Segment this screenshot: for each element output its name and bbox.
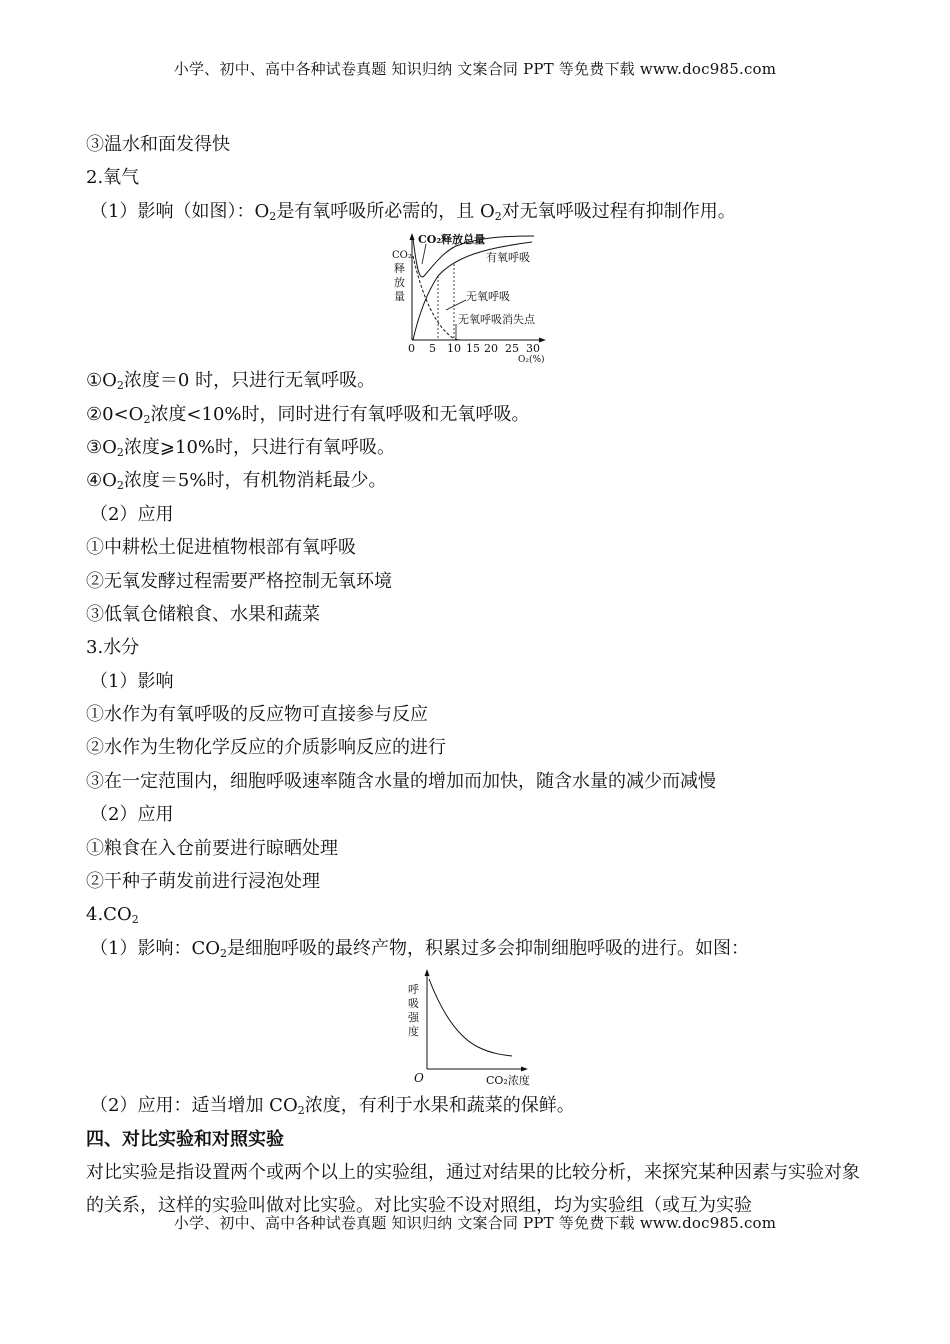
x-tick-label: 10 <box>447 342 461 356</box>
leader-anaerobic <box>446 300 466 310</box>
y-label-char: 度 <box>408 1025 419 1039</box>
x-axis-arrow <box>539 338 546 343</box>
respiration-curve <box>429 979 512 1056</box>
text-line: （1）影响 <box>90 670 174 692</box>
paragraph: 对比实验是指设置两个或两个以上的实验组，通过对结果的比较分析，来探究某种因素与实验对象的关系，这样的实验叫做对比实验。对比实验不设对照组，均为实验组（或互为实验 <box>86 1161 860 1217</box>
text-line: （2）应用 <box>90 804 174 826</box>
x-tick-label: 0 <box>408 342 415 356</box>
label-vanish-point: 无氧呼吸消失点 <box>458 313 535 327</box>
label-total-release: CO₂释放总量 <box>418 233 486 247</box>
anaerobic-curve <box>413 256 462 340</box>
y-label-char: 呼 <box>408 983 419 997</box>
label-aerobic: 有氧呼吸 <box>486 251 530 265</box>
section-heading: $4.CO_2$ <box>86 904 139 927</box>
page-header: 小学、初中、高中各种试卷真题 知识归纳 文案合同 PPT 等免费下载 www.doc985.com <box>173 60 777 78</box>
text-line: ②无氧发酵过程需要严格控制无氧环境 <box>86 570 392 592</box>
origin-label: O <box>414 1071 424 1086</box>
leader-total <box>422 244 426 264</box>
y-label-char: 放 <box>394 276 405 290</box>
section-heading: 2.氧气 <box>86 167 140 189</box>
section-heading: 3.水分 <box>86 637 140 659</box>
text-line: $④O_2$浓度＝5%时，有机物消耗最少。 <box>86 470 387 493</box>
y-label-char: 量 <box>394 290 405 304</box>
y-label-co2: CO₂ <box>392 250 412 262</box>
text-line: ③温水和面发得快 <box>86 134 230 155</box>
y-label-char: 释 <box>394 262 405 276</box>
x-tick-label: 25 <box>505 342 519 356</box>
figure-co2-respiration <box>86 965 876 1089</box>
x-tick-label: 5 <box>429 342 436 356</box>
text-line: ①中耕松土促进植物根部有氧呼吸 <box>86 537 356 559</box>
text-line: ②水作为生物化学反应的介质影响反应的进行 <box>86 737 446 759</box>
label-anaerobic: 无氧呼吸 <box>466 290 510 304</box>
text-line: $③O_2$浓度⩾10%时，只进行有氧呼吸。 <box>86 436 395 459</box>
figure-o2-respiration <box>86 228 876 364</box>
text-line: （1）影响：$CO_2$是细胞呼吸的最终产物，积累过多会抑制细胞呼吸的进行。如图： <box>90 937 749 960</box>
text-line: ③在一定范围内，细胞呼吸速率随含水量的增加而加快，随含水量的减少而减慢 <box>86 770 716 792</box>
text-line: ②干种子萌发前进行浸泡处理 <box>86 871 320 893</box>
y-axis-arrow <box>425 969 430 976</box>
x-axis-arrow <box>521 1067 528 1072</box>
o2-chart-svg <box>86 228 876 364</box>
text-line: ③低氧仓储粮食、水果和蔬菜 <box>86 603 320 625</box>
x-axis-label: O₂(%) <box>518 355 545 365</box>
text-line: （2）应用 <box>90 503 174 525</box>
text-line: （1）影响（如图）：$O_2$是有氧呼吸所必需的，且 $O_2$对无氧呼吸过程有抑制作用。 <box>90 200 736 223</box>
section-heading: 四、对比实验和对照实验 <box>86 1128 284 1150</box>
document-body <box>86 128 876 1223</box>
text-line: ①粮食在入仓前要进行晾晒处理 <box>86 837 338 859</box>
y-label-char: 强 <box>408 1011 419 1025</box>
co2-chart-svg <box>86 965 876 1089</box>
page-footer: 小学、初中、高中各种试卷真题 知识归纳 文案合同 PPT 等免费下载 www.doc985.com <box>173 1214 777 1232</box>
text-line: $①O_2$浓度＝0 时，只进行无氧呼吸。 <box>86 370 376 393</box>
y-label-char: 吸 <box>408 997 419 1011</box>
text-line: $②0<O_2$浓度<10%时，同时进行有氧呼吸和无氧呼吸。 <box>86 403 530 426</box>
x-tick-label: 15 <box>466 342 480 356</box>
x-tick-label: 20 <box>484 342 498 356</box>
text-line: ①水作为有氧呼吸的反应物可直接参与反应 <box>86 704 428 726</box>
y-axis-arrow <box>410 233 415 240</box>
x-axis-label: CO₂浓度 <box>486 1074 530 1088</box>
text-line: （2）应用：适当增加 $CO_2$浓度，有利于水果和蔬菜的保鲜。 <box>90 1095 575 1118</box>
x-tick-label: 30 <box>526 342 540 356</box>
